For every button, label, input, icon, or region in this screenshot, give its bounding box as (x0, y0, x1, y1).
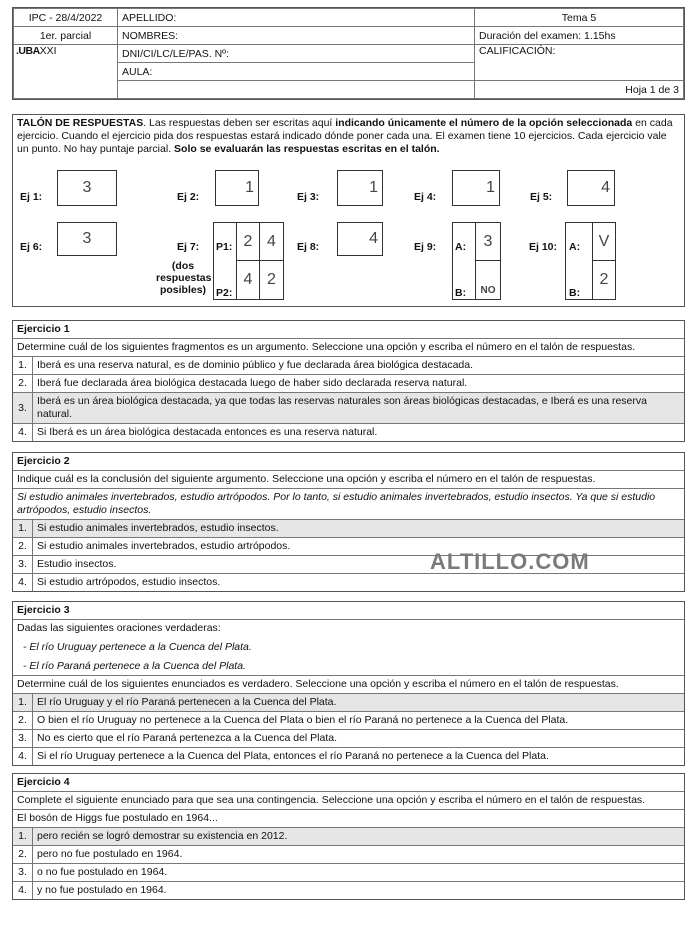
exercise-3-premise-2: - El río Paraná pertenece a la Cuenca del Plata. (13, 658, 684, 676)
exercise-4-stem: El bosón de Higgs fue postulado en 1964... (13, 810, 684, 828)
ej7-p2-label: P2: (216, 287, 233, 299)
uba-xxi-logo: .UBAXXI (14, 45, 118, 99)
exercise-2-prompt: Indique cuál es la conclusión del siguiente argumento. Seleccione una opción y escriba el número en el talón de respuestas. (13, 471, 684, 489)
exercise-2-argument: Si estudio animales invertebrados, estudio artrópodos. Por lo tanto, si estudio animales invertebrados, estudio insectos. Ya que si estudio artrópodos, estudio insectos. (13, 489, 684, 520)
tema-label: Tema 5 (475, 9, 684, 27)
ej2-label: Ej 2: (177, 191, 200, 203)
exercise-2-option: 4. Si estudio artrópodos, estudio insectos. (13, 574, 684, 591)
exercise-2-option-selected: 1. Si estudio animales invertebrados, estudio insectos. (13, 520, 684, 538)
exercise-4 (12, 773, 685, 900)
ej9-a-answer[interactable]: 3 (475, 222, 501, 261)
calificacion-field: CALIFICACIÓN: (475, 45, 684, 81)
ej7-p1-first[interactable]: 2 (236, 222, 260, 261)
ej7-p1-label: P1: (216, 241, 233, 253)
ej5-answer[interactable]: 4 (567, 170, 615, 206)
exercise-3-title: Ejercicio 3 (13, 602, 684, 620)
ej8-answer[interactable]: 4 (337, 222, 383, 256)
aula-field: AULA: (118, 63, 475, 81)
exercise-3-option: 2. O bien el río Uruguay no pertenece a la Cuenca del Plata o bien el río Paraná no pertenece a la Cuenca del Plata. (13, 712, 684, 730)
exercise-4-prompt: Complete el siguiente enunciado para que sea una contingencia. Seleccione una opción y escriba el número en el talón de respuestas. (13, 792, 684, 810)
exercise-1-prompt: Determine cuál de los siguientes fragmentos es un argumento. Seleccione una opción y escriba el número en el talón de respuestas. (13, 339, 684, 357)
exercise-4-option: 3. o no fue postulado en 1964. (13, 864, 684, 882)
exercise-2-title: Ejercicio 2 (13, 453, 684, 471)
exam-header (12, 7, 685, 100)
altillo-watermark: ALTILLO.COM (430, 549, 590, 574)
ej4-answer[interactable]: 1 (452, 170, 500, 206)
ej7-p2-second[interactable]: 2 (259, 260, 284, 300)
exercise-3-prompt: Determine cuál de los siguientes enunciados es verdadero. Seleccione una opción y escriba el número en el talón de respuestas. (13, 676, 684, 694)
ej3-label: Ej 3: (297, 191, 320, 203)
answer-sheet-instructions: TALÓN DE RESPUESTAS. Las respuestas deben ser escritas aquí indicando únicamente el número de la opción seleccionada en cada ejercicio. Cuando el ejercicio pida dos respuestas estará indicado dónde poner cada una. El examen tiene 10 ejercicios. Cada ejercicio vale un punto. No hay puntaje parcial. Solo se evaluarán las respuestas escritas en el talón. (17, 117, 673, 155)
ej5-label: Ej 5: (530, 191, 553, 203)
exercise-2-option: 2. Si estudio animales invertebrados, estudio artrópodos. (13, 538, 684, 556)
ej6-answer[interactable]: 3 (57, 222, 117, 256)
exercise-3-option-selected: 1. El río Uruguay y el río Paraná pertenecen a la Cuenca del Plata. (13, 694, 684, 712)
duracion-label: Duración del examen: 1.15hs (475, 27, 684, 45)
exercise-3-intro: Dadas las siguientes oraciones verdaderas: (17, 622, 221, 634)
ej8-label: Ej 8: (297, 241, 320, 253)
ej9-a-label: A: (455, 241, 467, 253)
parcial-label: 1er. parcial (14, 27, 118, 45)
apellido-field: APELLIDO: (118, 9, 475, 27)
nombres-field: NOMBRES: (118, 27, 475, 45)
ej2-answer[interactable]: 1 (215, 170, 259, 206)
exercise-1-option: 1. Iberá es una reserva natural, es de dominio público y fue declarada área biológica destacada. (13, 357, 684, 375)
ej9-b-answer[interactable]: NO (475, 260, 501, 300)
dni-field: DNI/CI/LC/LE/PAS. Nº: (118, 45, 475, 63)
exercise-3-option: 4. Si el río Uruguay pertenece a la Cuenca del Plata, entonces el río Paraná no pertenece a la Cuenca del Plata. (13, 748, 684, 765)
exercise-1-option-selected: 3. Iberá es un área biológica destacada, ya que todas las reservas naturales son áreas biológicas destacadas, e Iberá es una reserva natural. (13, 393, 684, 424)
ej4-label: Ej 4: (414, 191, 437, 203)
exercise-3-option: 3. No es cierto que el río Paraná pertenezca a la Cuenca del Plata. (13, 730, 684, 748)
exercise-3 (12, 601, 685, 766)
exercise-4-option: 4. y no fue postulado en 1964. (13, 882, 684, 899)
ej6-label: Ej 6: (20, 241, 43, 253)
ej10-a-label: A: (569, 241, 581, 253)
ej3-answer[interactable]: 1 (337, 170, 383, 206)
exercise-1 (12, 320, 685, 442)
page-number: Hoja 1 de 3 (475, 81, 684, 99)
exercise-3-premise-1: - El río Uruguay pertenece a la Cuenca del Plata. (23, 641, 252, 653)
answer-sheet (12, 114, 685, 307)
ej1-answer[interactable]: 3 (57, 170, 117, 206)
exercise-1-option: 4. Si Iberá es un área biológica destacada entonces es una reserva natural. (13, 424, 684, 441)
ej10-b-label: B: (569, 287, 581, 299)
ej7-p1-second[interactable]: 4 (259, 222, 284, 261)
ej9-b-label: B: (455, 287, 467, 299)
ej7-label: Ej 7: (177, 241, 200, 253)
ej9-label: Ej 9: (414, 241, 437, 253)
ej10-a-answer[interactable]: V (592, 222, 616, 261)
ej10-label: Ej 10: (529, 241, 558, 253)
exercise-4-option: 2. pero no fue postulado en 1964. (13, 846, 684, 864)
ej1-label: Ej 1: (20, 191, 43, 203)
exam-date: IPC - 28/4/2022 (14, 9, 118, 27)
exercise-2-option: 3. Estudio insectos. (13, 556, 684, 574)
exercise-4-option-selected: 1. pero recién se logró demostrar su existencia en 2012. (13, 828, 684, 846)
exercise-1-title: Ejercicio 1 (13, 321, 684, 339)
ej7-note: (dos respuestas posibles) (156, 260, 212, 296)
blank-row (118, 81, 475, 99)
ej7-p2-first[interactable]: 4 (236, 260, 260, 300)
exercise-1-option: 2. Iberá fue declarada área biológica destacada luego de haber sido declarada reserva natural. (13, 375, 684, 393)
exercise-4-title: Ejercicio 4 (13, 774, 684, 792)
ej10-b-answer[interactable]: 2 (592, 260, 616, 300)
